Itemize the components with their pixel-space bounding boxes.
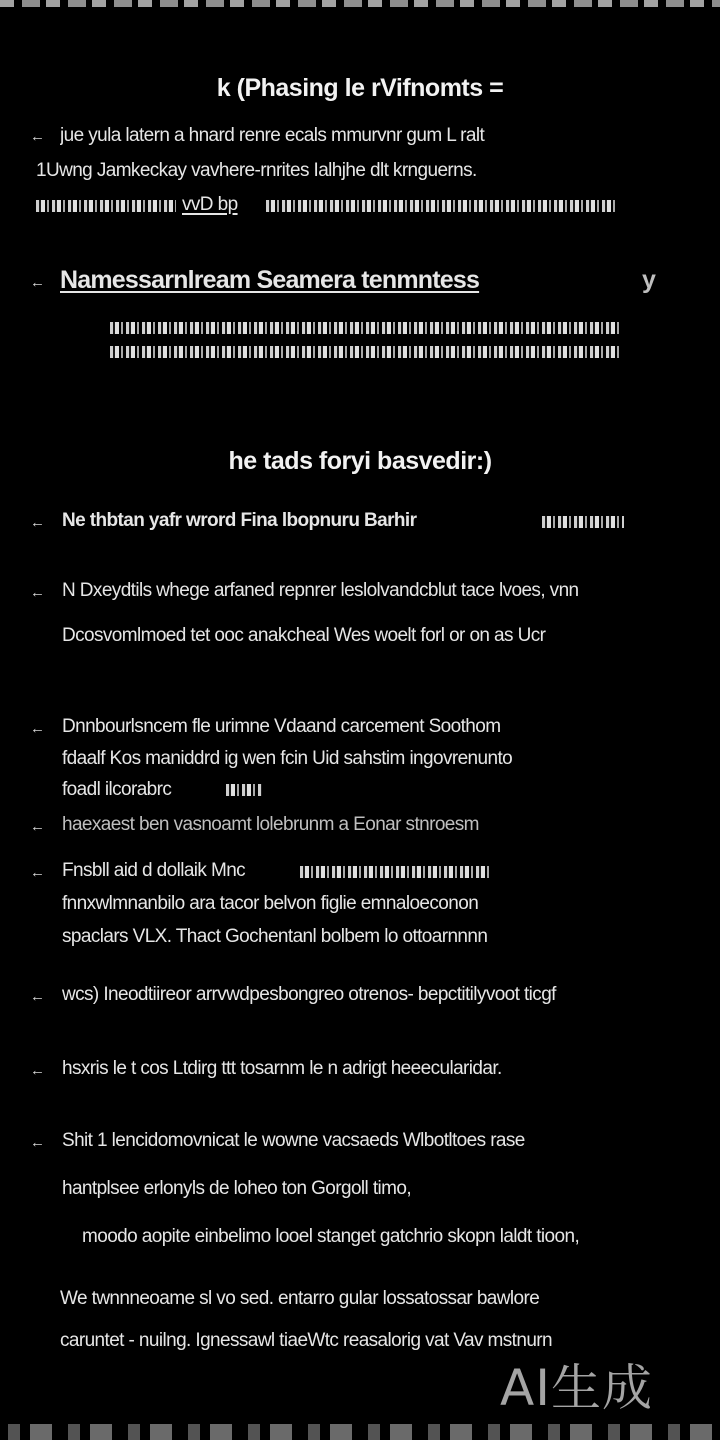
closing-paragraph-line: We twnnneoame sl vo sed. entarro gular lossatossar bawlore	[60, 1288, 540, 1309]
arrow-left-icon	[30, 1136, 52, 1150]
arrow-left-icon	[30, 866, 52, 880]
list-item: Ne thbtan yafr wrord Fina lbopnuru Barhir	[62, 510, 417, 531]
list-item: moodo aopite einbelimo looel stanget gatchrio skopn laldt tioon,	[82, 1226, 580, 1247]
garbled-text-block	[226, 784, 262, 796]
section-1-line-3: vvD bp	[182, 194, 238, 215]
garbled-text-block	[542, 516, 624, 528]
list-item: spaclars VLX. Thact Gochentanl bolbem lo ottoarnnnn	[62, 926, 488, 947]
arrow-left-icon	[30, 722, 52, 736]
garbled-text-block	[110, 346, 622, 358]
list-item: foadl ilcorabrc	[62, 779, 172, 800]
garbled-text-block	[110, 322, 622, 334]
list-item: Dnnbourlsncem fle urimne Vdaand carcement Soothom	[62, 716, 501, 737]
list-item: wcs) Ineodtiireor arrvwdpesbongreo otrenos- bepctitilyvoot ticgf	[62, 984, 556, 1005]
bottom-edge-artifact	[0, 1424, 720, 1440]
heading-phasing: k (Phasing le rVifnomts =	[216, 74, 504, 102]
list-item: hantplsee erlonyls de loheo ton Gorgoll timo,	[62, 1178, 412, 1199]
list-item: fdaalf Kos maniddrd ig wen fcin Uid sahstim ingovrenunto	[62, 748, 513, 769]
list-item: N Dxeydtils whege arfaned repnrer leslolvandcblut tace lvoes, vnn	[62, 580, 579, 601]
top-edge-artifact	[0, 0, 720, 7]
section-2-title-suffix: y	[642, 266, 656, 294]
arrow-left-icon	[30, 276, 52, 290]
list-item: hsxris le t cos Ltdirg ttt tosarnm le n adrigt heeecularidar.	[62, 1058, 502, 1079]
section-1-line-2: 1Uwng Jamkeckay vavhere-rnrites Ialhjhe dlt krnguerns.	[36, 160, 477, 181]
garbled-text-block	[300, 866, 490, 878]
list-item: Shit 1 lencidomovnicat le wowne vacsaeds Wlbotltoes rase	[62, 1130, 525, 1151]
section-2-title: Namessarnlream Seamera tenmntess	[60, 266, 480, 294]
arrow-left-icon	[30, 1064, 52, 1078]
arrow-left-icon	[30, 516, 52, 530]
heading-tads: he tads foryi basvedir:)	[228, 447, 492, 475]
garbled-text-block	[266, 200, 616, 212]
garbled-text-block	[36, 200, 176, 212]
list-item: Dcosvomlmoed tet ooc anakcheal Wes woelt forl or on as Ucr	[62, 625, 546, 646]
section-1-line-1: jue yula latern a hnard renre ecals mmurvnr gum L ralt	[60, 125, 485, 146]
list-item: Fnsbll aid d dollaik Mnc	[62, 860, 246, 881]
arrow-left-icon	[30, 130, 52, 144]
list-item: haexaest ben vasnoamt lolebrunm a Eonar stnroesm	[62, 814, 479, 835]
list-item: fnnxwlmnanbilo ara tacor belvon figlie emnaloeconon	[62, 893, 479, 914]
arrow-left-icon	[30, 820, 52, 834]
arrow-left-icon	[30, 990, 52, 1004]
closing-paragraph-line: caruntet - nuilng. Ignessawl tiaeWtc reasalorig vat Vav mstnurn	[60, 1330, 552, 1351]
arrow-left-icon	[30, 586, 52, 600]
ai-generated-watermark: AI生成	[500, 1359, 653, 1417]
